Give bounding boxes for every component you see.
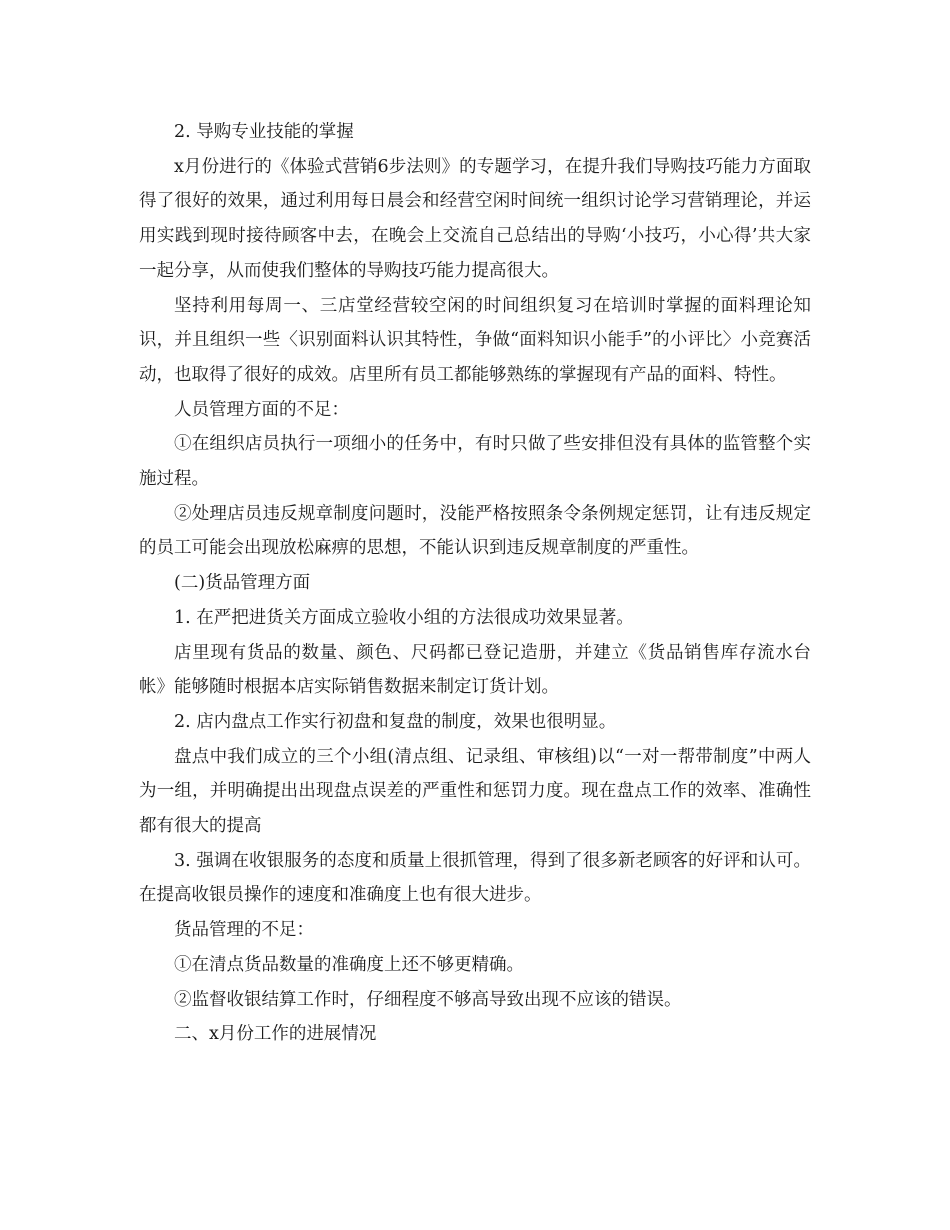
paragraph: x月份进行的《体验式营销6步法则》的专题学习，在提升我们导购技巧能力方面取得了很好的效果，通过利用每日晨会和经营空闲时间统一组织讨论学习营销理论，并运用实践到现时接待顾客中去，在晚会上交流自己总结出的导购‘小技巧，小心得’共大家一起分享，从而使我们整体的导购技巧能力提高很大。 — [139, 156, 811, 281]
paragraph-section-heading: 2. 导购专业技能的掌握 — [174, 122, 354, 142]
paragraph-subheading: 人员管理方面的不足： — [174, 399, 349, 420]
paragraph: 店里现有货品的数量、颜色、尺码都已登记造册，并建立《货品销售库存流水台帐》能够随时根据本店实际销售数据来制定订货计划。 — [139, 642, 811, 698]
document-body — [139, 115, 811, 1052]
paragraph-list-item: ②处理店员违反规章制度问题时，没能严格按照条令条例规定惩罚，让有违反规定的员工可能会出现放松麻痹的思想，不能认识到违反规章制度的严重性。 — [139, 503, 811, 559]
paragraph: 3. 强调在收银服务的态度和质量上很抓管理，得到了很多新老顾客的好评和认可。在提高收银员操作的速度和准确度上也有很大进步。 — [139, 850, 811, 906]
paragraph-list-item: ①在组织店员执行一项细小的任务中，有时只做了些安排但没有具体的监管整个实施过程。 — [139, 434, 811, 490]
paragraph-list-item: ②监督收银结算工作时，仔细程度不够高导致出现不应该的错误。 — [174, 989, 682, 1010]
paragraph-list-item: ①在清点货品数量的准确度上还不够更精确。 — [174, 954, 524, 975]
paragraph: 坚持利用每周一、三店堂经营较空闲的时间组织复习在培训时掌握的面料理论知识，并且组织一些〈识别面料认识其特性，争做“面料知识小能手”的小评比〉小竞赛活动，也取得了很好的成效。店里所有员工都能够熟练的掌握现有产品的面料、特性。 — [139, 295, 811, 385]
paragraph-section-heading: 二、x月份工作的进展情况 — [174, 1024, 377, 1045]
paragraph-subheading: 货品管理的不足： — [174, 920, 314, 941]
paragraph: 盘点中我们成立的三个小组(清点组、记录组、审核组)以“一对一帮带制度”中两人为一组，并明确提出出现盘点误差的严重性和惩罚力度。现在盘点工作的效率、准确性都有很大的提高 — [139, 746, 811, 837]
paragraph-subheading: 2. 店内盘点工作实行初盘和复盘的制度，效果也很明显。 — [174, 711, 617, 732]
paragraph-section-heading: (二)货品管理方面 — [174, 573, 311, 594]
paragraph-subheading: 1. 在严把进货关方面成立验收小组的方法很成功效果显著。 — [174, 607, 634, 628]
